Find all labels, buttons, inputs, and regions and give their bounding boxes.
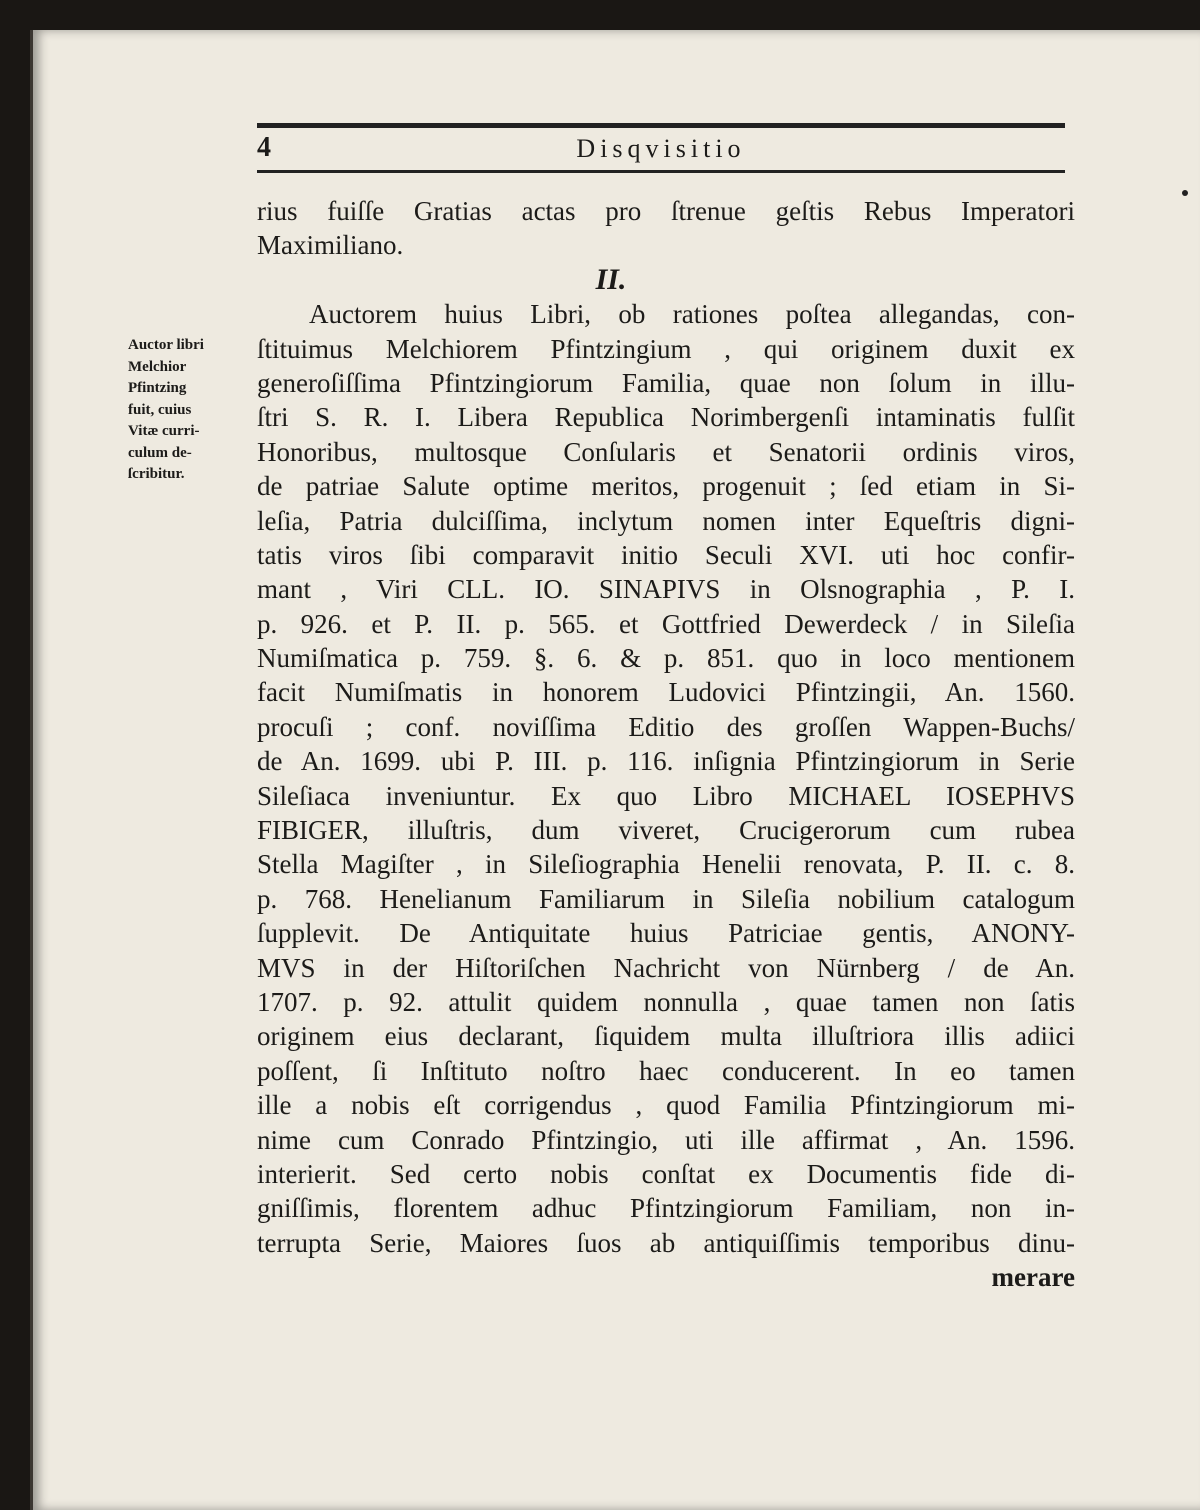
text-line: gniſſimis, florentem adhuc Pfintzingiorum Familiam, non in- (257, 1193, 1075, 1224)
marginal-note-line: Auctor libri (128, 337, 204, 353)
text-line: leſia, Patria dulciſſima, inclytum nomen inter Equeſtris digni- (257, 505, 1075, 536)
marginal-note-line: Vitæ curri- (128, 423, 200, 439)
text-line: originem eius declarant, ſiquidem multa illuſtriora illis adiici (257, 1021, 1075, 1052)
text-line: nime cum Conrado Pfintzingio, uti ille affirmat , An. 1596. (257, 1124, 1075, 1155)
text-line: MVS in der Hiſtoriſchen Nachricht von Nürnberg / de An. (257, 952, 1075, 983)
text-line: Sileſiaca inveniuntur. Ex quo Libro MICHAEL IOSEPHVS (257, 780, 1075, 811)
text-line: terrupta Serie, Maiores ſuos ab antiquiſſimis temporibus dinu- (257, 1227, 1075, 1258)
text-line: ſupplevit. De Antiquitate huius Patriciae gentis, ANONY- (257, 918, 1075, 949)
text-line: poſſent, ſi Inſtituto noſtro haec conducerent. In eo tamen (257, 1055, 1075, 1086)
marginal-note-line: fuit, cuius (128, 401, 192, 418)
text-line: tatis viros ſibi comparavit initio Seculi XVI. uti hoc confir- (257, 539, 1075, 570)
text-line: Stella Magiſter , in Sileſiographia Henelii renovata, P. II. c. 8. (257, 849, 1075, 880)
marginal-note-line: Pfintzing (128, 380, 187, 396)
text-line: rius fuiſſe Gratias actas pro ſtrenue geſtis Rebus Imperatori (257, 196, 1075, 226)
marginal-note-line: culum de- (128, 444, 192, 461)
page-edge-mark (1182, 190, 1188, 196)
text-line: ſtituimus Melchiorem Pfintzingium , qui originem duxit ex (257, 333, 1075, 364)
marginal-note-line: ſcribitur. (128, 466, 185, 482)
text-line: Honoribus, multosque Conſularis et Senatorii ordinis viros, (257, 436, 1075, 467)
text-line: procuſi ; conf. noviſſima Editio des groſſen Wappen-Buchs/ (257, 711, 1075, 742)
text-line: 1707. p. 92. attulit quidem nonnulla , quae tamen non ſatis (257, 986, 1075, 1017)
text-line: Maximiliano. (257, 230, 404, 261)
text-line: de An. 1699. ubi P. III. p. 116. inſignia Pfintzingiorum in Serie (257, 746, 1075, 777)
page-number: 4 (257, 132, 271, 163)
text-line: p. 768. Henelianum Familiarum in Sileſia nobilium catalogum (257, 883, 1075, 914)
text-line: FIBIGER, illuſtris, dum viveret, Crucigerorum cum rubea (257, 815, 1075, 846)
text-line: p. 926. et P. II. p. 565. et Gottfried Dewerdeck / in Sileſia (257, 608, 1075, 639)
header-rule-top (257, 123, 1065, 128)
marginal-note (128, 335, 248, 486)
running-head (257, 132, 1065, 166)
section-number: II. (595, 262, 627, 296)
text-line: Numiſmatica p. 759. §. 6. & p. 851. quo in loco mentionem (257, 643, 1075, 674)
marginal-note-line: Melchior (128, 358, 187, 375)
text-line: ille a nobis eſt corrigendus , quod Familia Pfintzingiorum mi- (257, 1090, 1075, 1121)
text-line: ſtri S. R. I. Libera Republica Norimbergenſi intaminatis fulſit (257, 402, 1075, 433)
header-rule-bottom (257, 170, 1065, 173)
catchword: merare (991, 1262, 1075, 1293)
text-line: mant , Viri CLL. IO. SINAPIVS in Olsnographia , P. I. (257, 574, 1075, 605)
text-line: generoſiſſima Pfintzingiorum Familia, quae non ſolum in illu- (257, 367, 1075, 398)
text-line: de patriae Salute optime meritos, progenuit ; ſed etiam in Si- (257, 471, 1075, 502)
main-text (257, 194, 1075, 1295)
text-line: Auctorem huius Libri, ob rationes poſtea allegandas, con- (309, 299, 1075, 330)
running-title: Disqvisitio (576, 134, 746, 163)
text-line: interierit. Sed certo nobis conſtat ex Documentis fide di- (257, 1158, 1075, 1189)
text-line: facit Numiſmatis in honorem Ludovici Pfintzingii, An. 1560. (257, 677, 1075, 708)
